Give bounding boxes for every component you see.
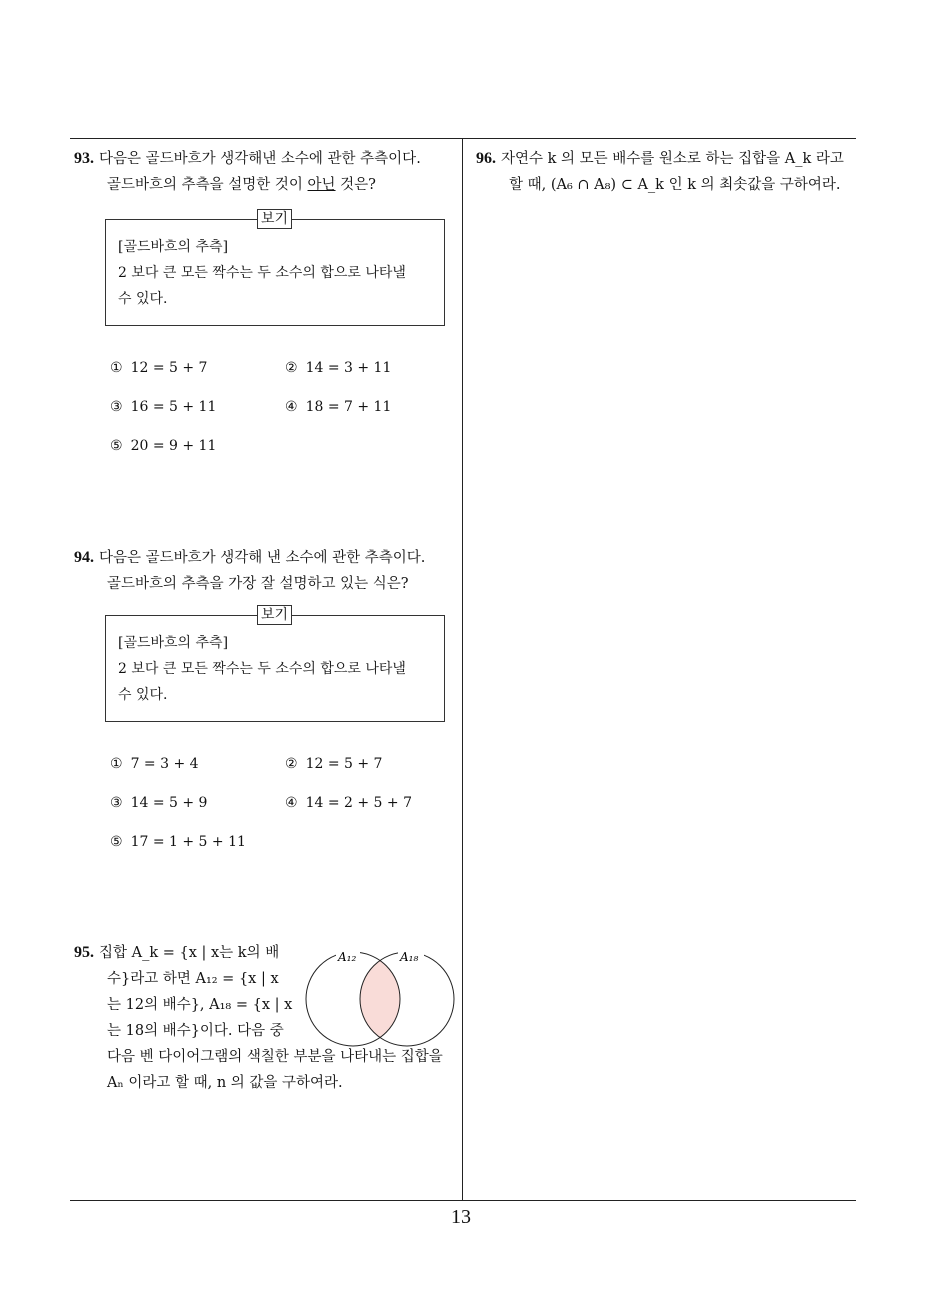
question-text: 다음은 골드바흐가 생각해낸 소수에 관한 추측이다. — [99, 151, 421, 167]
choice-4[interactable]: ④ 14 = 2 + 5 + 7 — [285, 795, 412, 811]
question-text: 다음은 골드바흐가 생각해 낸 소수에 관한 추측이다. — [99, 550, 426, 566]
choice-1[interactable]: ① 12 = 5 + 7 — [110, 360, 208, 376]
choice-2[interactable]: ② 14 = 3 + 11 — [285, 360, 392, 376]
question-95: 95. 집합 A_k = {x | x는 k의 배 수}라고 하면 A₁₂ = {x | x 는 12의 배수}, A₁₈ = {x | x 는 18의 배수}이다. 다음 중 다음 벤 다이어그램의 색칠한 부분을 나타내는 집합을 Aₙ 이라고 할 때, n 의 값을 구하여라. — [74, 944, 443, 1091]
page-number: 13 — [451, 1206, 471, 1228]
question-number: 96. — [476, 150, 496, 167]
box-content: [골드바흐의 추측] 2 보다 큰 모든 짝수는 두 소수의 합으로 나타낼 수 있다. — [118, 239, 406, 307]
choice-2[interactable]: ② 12 = 5 + 7 — [285, 756, 383, 772]
question-number: 94. — [74, 549, 94, 566]
choice-3[interactable]: ③ 14 = 5 + 9 — [110, 795, 208, 811]
underlined-word: 아닌 — [307, 177, 336, 193]
box-content: [골드바흐의 추측] 2 보다 큰 모든 짝수는 두 소수의 합으로 나타낼 수 있다. — [118, 635, 406, 703]
box-label: 보기 — [257, 605, 292, 625]
choice-3[interactable]: ③ 16 = 5 + 11 — [110, 399, 217, 415]
choice-4[interactable]: ④ 18 = 7 + 11 — [285, 399, 392, 415]
question-93: 93. 다음은 골드바흐가 생각해낸 소수에 관한 추측이다. 골드바흐의 추측을 설명한 것이 아닌 것은? — [74, 150, 421, 193]
question-number: 95. — [74, 944, 94, 961]
venn-label-a12: A₁₂ — [338, 950, 357, 964]
venn-diagram — [298, 944, 460, 1048]
question-96: 96. 자연수 k 의 모든 배수를 원소로 하는 집합을 A_k 라고 할 때, (A₆ ∩ A₈) ⊂ A_k 인 k 의 최솟값을 구하여라. — [476, 150, 844, 193]
question-94: 94. 다음은 골드바흐가 생각해 낸 소수에 관한 추측이다. 골드바흐의 추측을 가장 잘 설명하고 있는 식은? — [74, 549, 426, 592]
question-number: 93. — [74, 150, 94, 167]
box-label: 보기 — [257, 209, 292, 229]
choice-5[interactable]: ⑤ 17 = 1 + 5 + 11 — [110, 834, 246, 850]
choice-5[interactable]: ⑤ 20 = 9 + 11 — [110, 438, 217, 454]
venn-label-a18: A₁₈ — [400, 950, 419, 964]
top-rule — [70, 138, 856, 139]
bottom-rule — [70, 1200, 856, 1201]
choice-1[interactable]: ① 7 = 3 + 4 — [110, 756, 199, 772]
